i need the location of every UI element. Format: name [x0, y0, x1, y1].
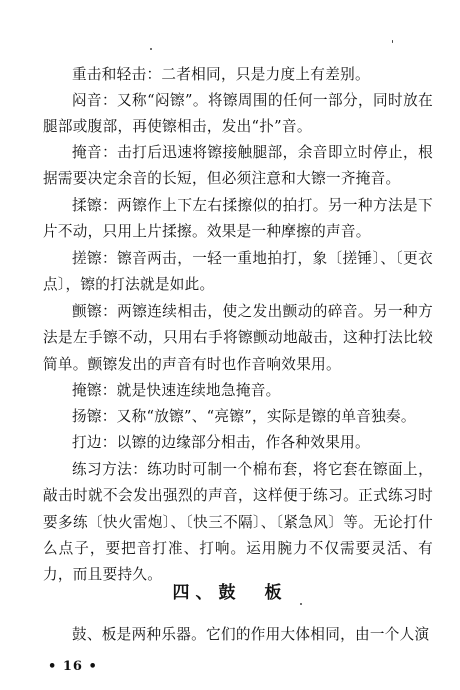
- paragraph-tremolo: 颤镲：两镲连续相击，使之发出颤动的碎音。另一种方法是左手镲不动，只用右手将镲颤动地敲击，这种打法比较简单。颤镲发出的声音有时也作音响效果用。: [43, 303, 433, 373]
- paragraph-muffled: 闷音：又称“闷镲”。将镲周围的任何一部分，同时放在腿部或腹部，再使镲相击，发出“扑”音。: [43, 92, 433, 136]
- paragraph-damping: 掩音：击打后迅速将镲接触腿部，余音即立时停止，根据需要决定余音的长短，但必须注意和大镲一齐掩音。: [43, 144, 433, 188]
- page-number: • 16 •: [48, 659, 98, 674]
- print-speck: [150, 48, 152, 50]
- paragraph-rubbing-strikes: 搓镲：镲音两击，一轻一重地拍打，象〔搓锤〕、〔更衣点〕，镲的打法就是如此。: [43, 250, 433, 294]
- paragraph-drum-clapper: 鼓、板是两种乐器。它们的作用大体相同，由一个人演: [72, 626, 430, 643]
- print-speck: [392, 40, 393, 43]
- paragraph-edge: 打边：以镲的边缘部分相击，作各种效果用。: [72, 434, 370, 451]
- print-speck: [300, 603, 302, 605]
- paragraph-practice: 练习方法：练功时可制一个棉布套，将它套在镲面上，敲击时就不会发出强烈的声音，这样便于练习。正式练习时要多练〔快火雷炮〕、〔快三不隔〕、〔紧急风〕等。无论打什么点子，要把音打准、打响。运用腕力不仅需要灵活、有力，而且要持久。: [43, 461, 433, 584]
- section-heading: 四、鼓 板: [172, 583, 288, 603]
- paragraph-heavy-light: 重击和轻击：二者相同，只是力度上有差别。: [72, 66, 370, 83]
- paragraph-rubbing: 揉镲：两镲作上下左右揉擦似的拍打。另一种方法是下片不动，只用上片揉擦。效果是一种摩擦的声音。: [43, 197, 433, 241]
- paragraph-solo: 扬镲：又称“放镲”、“亮镲”，实际是镲的单音独奏。: [72, 408, 416, 425]
- paragraph-quick-damping: 掩镲：就是快速连续地急掩音。: [72, 382, 281, 399]
